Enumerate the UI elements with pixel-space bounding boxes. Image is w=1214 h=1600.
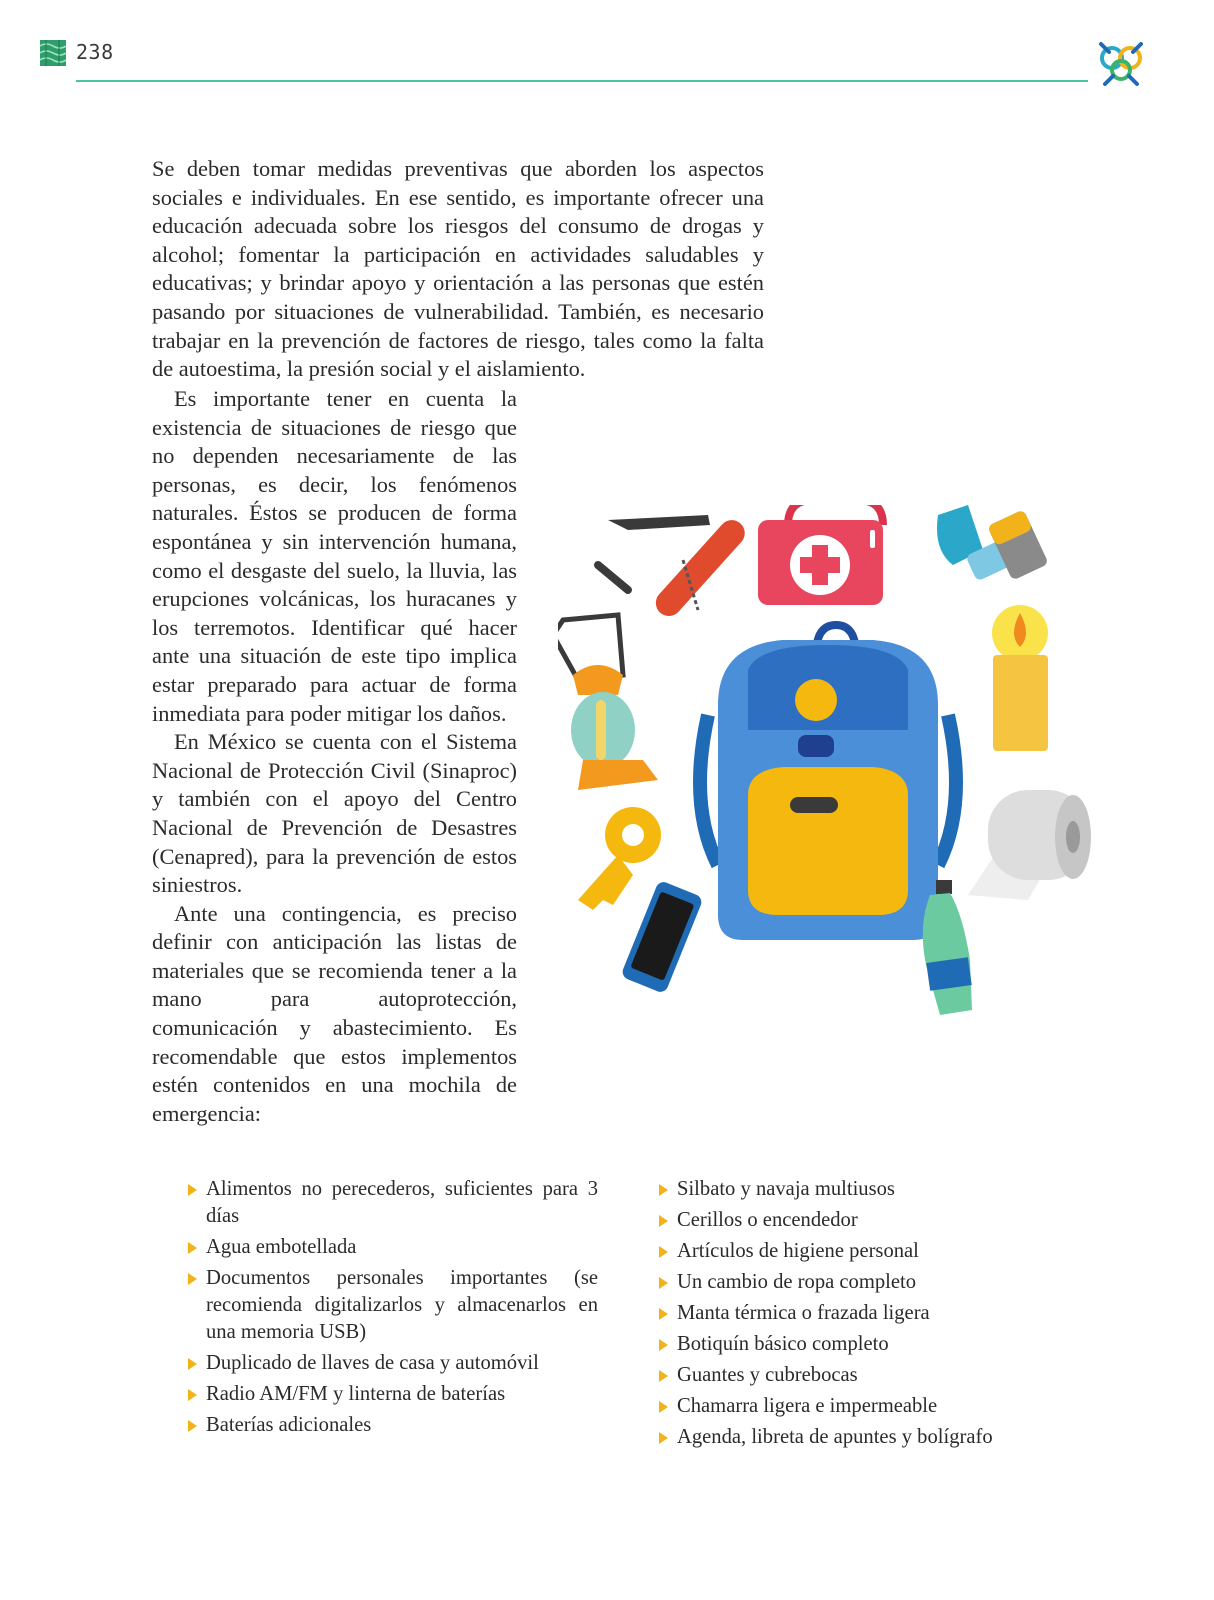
backpack-icon <box>700 625 956 940</box>
supplies-list-left <box>186 1176 598 1443</box>
bullet-icon <box>659 1401 668 1413</box>
pocket-knife-icon <box>598 515 750 622</box>
list-item: Cerillos o encendedor <box>657 1207 1077 1234</box>
list-item: Alimentos no perecederos, suficientes para 3 días <box>186 1176 598 1230</box>
pattern-icon <box>40 40 66 66</box>
bullet-icon <box>188 1389 197 1401</box>
list-item: Botiquín básico completo <box>657 1331 1077 1358</box>
bullet-icon <box>659 1432 668 1444</box>
list-item: Un cambio de ropa completo <box>657 1269 1077 1296</box>
bullet-icon <box>188 1358 197 1370</box>
smartphone-icon <box>620 880 703 994</box>
list-item: Chamarra ligera e impermeable <box>657 1393 1077 1420</box>
left-column <box>152 385 517 1128</box>
list-item: Radio AM/FM y linterna de baterías <box>186 1381 598 1408</box>
header-rule <box>76 80 1088 82</box>
list-item: Guantes y cubrebocas <box>657 1362 1077 1389</box>
water-bottle-icon <box>923 880 972 1015</box>
list-item: Agua embotellada <box>186 1234 598 1261</box>
candle-icon <box>992 605 1048 751</box>
bullet-icon <box>188 1273 197 1285</box>
list-item: Artículos de higiene personal <box>657 1238 1077 1265</box>
intro-paragraph <box>152 155 764 384</box>
list-item: Agenda, libreta de apuntes y bolígrafo <box>657 1424 1077 1451</box>
first-aid-kit-icon <box>758 505 883 605</box>
bullet-icon <box>659 1277 668 1289</box>
key-icon <box>578 807 661 910</box>
paragraph-2: Es importante tener en cuenta la existencia de situaciones de riesgo que no dependen necesariamente de las personas, es decir, los fenómenos naturales. Éstos se producen de forma espontánea y sin intervención humana, como el desgaste del suelo, la lluvia, las erupciones volcánicas, los huracanes y los terremotos. Identificar qué hacer ante una situación de este tipo implica estar preparado para actuar de forma inmediata para poder mitigar los daños. <box>152 386 517 726</box>
bullet-icon <box>659 1246 668 1258</box>
bullet-icon <box>659 1370 668 1382</box>
bullet-icon <box>659 1184 668 1196</box>
list-item: Silbato y navaja multiusos <box>657 1176 1077 1203</box>
list-item: Manta térmica o frazada ligera <box>657 1300 1077 1327</box>
paragraph-3: En México se cuenta con el Sistema Nacional de Protección Civil (Sinaproc) y también con el apoyo del Centro Nacional de Prevención de Desastres (Cenapred), para la prevención de estos siniestros. <box>152 729 517 898</box>
page-header <box>0 0 1214 100</box>
list-item: Duplicado de llaves de casa y automóvil <box>186 1350 598 1377</box>
bullet-icon <box>188 1184 197 1196</box>
bullet-icon <box>188 1242 197 1254</box>
toilet-paper-icon <box>968 790 1091 900</box>
list-item: Baterías adicionales <box>186 1412 598 1439</box>
lantern-icon <box>558 615 658 790</box>
bullet-icon <box>659 1339 668 1351</box>
emergency-kit-illustration <box>558 505 1118 1045</box>
list-item: Documentos personales importantes (se recomienda digitalizarlos y almacenarlos en una memoria USB) <box>186 1265 598 1346</box>
paragraph-4: Ante una contingencia, es preciso definir con anticipación las listas de materiales que se recomienda tener a la mano para autoprotección, comunicación y abastecimiento. Es recomendable que estos implementos estén contenidos en una mochila de emergencia: <box>152 900 517 1126</box>
bullet-icon <box>659 1308 668 1320</box>
bullet-icon <box>659 1215 668 1227</box>
page-number: 238 <box>76 40 114 64</box>
paragraph-1: Se deben tomar medidas preventivas que aborden los aspectos sociales e individuales. En ese sentido, es importante ofrecer una educación adecuada sobre los riesgos del consumo de drogas y alcohol; fomentar la participación en actividades saludables y educativas; y brindar apoyo y orientación a las personas que estén pasando por situaciones de vulnerabilidad. También, es necesario trabajar en la prevención de factores de riesgo, tales como la falta de autoestima, la presión social y el aislamiento. <box>152 156 764 382</box>
supplies-list-right <box>657 1176 1077 1455</box>
bullet-icon <box>188 1420 197 1432</box>
logo-icon <box>1095 38 1147 90</box>
